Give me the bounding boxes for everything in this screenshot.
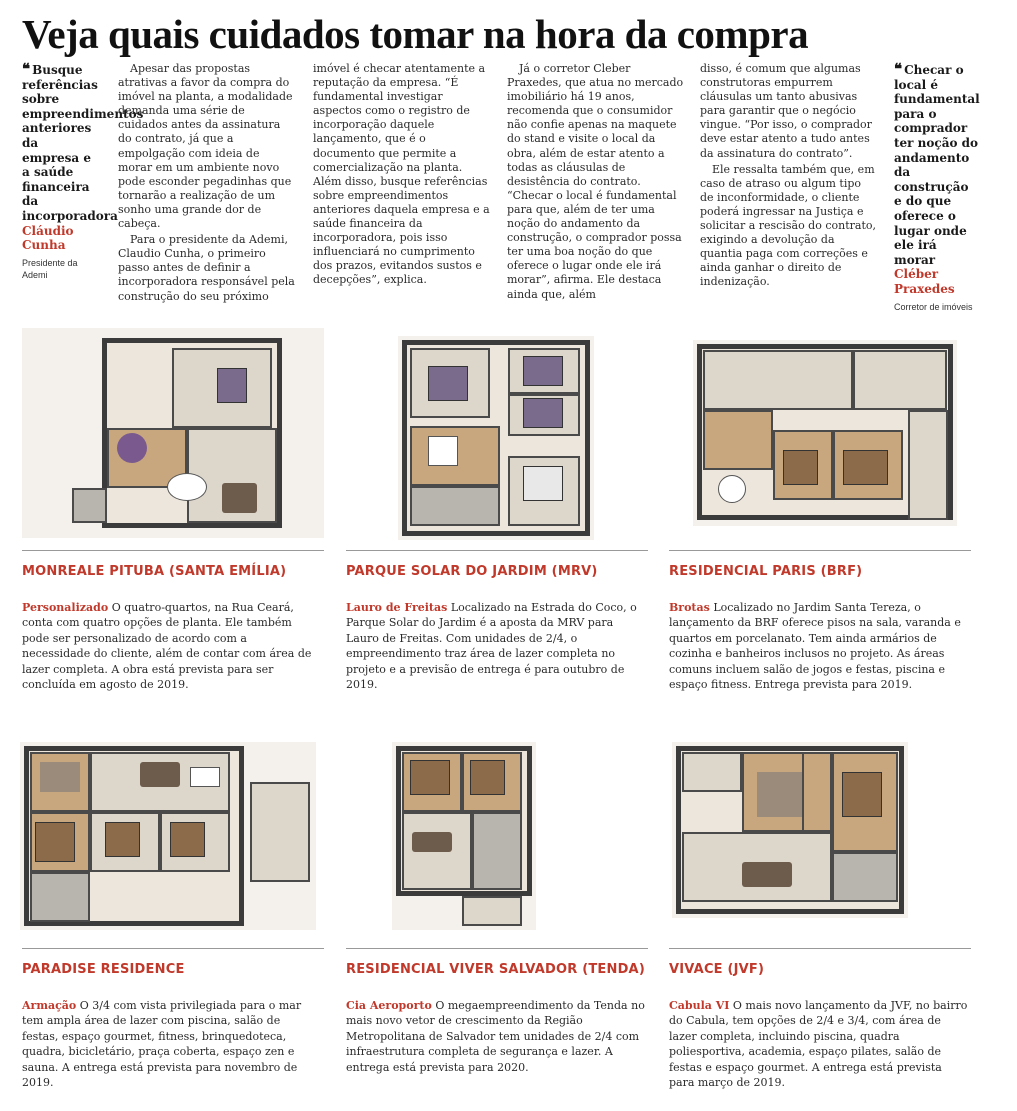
property-text: O megaempreendimento da Tenda no mais novo vetor de crescimento da Região Metropolitana de Salvador tem unidades de 2/4 com infraestrutura completa de segurança e lazer. A entrega está prevista para 2020. (346, 999, 645, 1074)
property-title: PARQUE SOLAR DO JARDIM (MRV) (346, 564, 598, 579)
property-text: Localizado na Estrada do Coco, o Parque Solar do Jardim é a aposta da MRV para Lauro de Freitas. Com unidades de 2/4, o empreendimento traz área de lazer completa no projeto e a previsão de entrega é para outubro de 2019. (346, 601, 637, 692)
quote-text: Busque referências sobre empreendimentos anteriores da empresa e a saúde financeira da incorporadora (22, 63, 144, 223)
body-column-4 (700, 62, 878, 292)
page-headline: Veja quais cuidados tomar na hora da compra (22, 11, 809, 57)
property-text: O quatro-quartos, na Rua Ceará, conta com quatro opções de planta. Ele também pode ser personalizado de acordo com a necessidade do cliente, além de contar com área de lazer completa. A obra está prevista para ser concluída em agosto de 2019. (22, 601, 312, 692)
section-divider (346, 948, 648, 949)
floor-plan-image (693, 340, 957, 526)
property-title: VIVACE (JVF) (669, 962, 765, 977)
pull-quote-right (894, 62, 980, 313)
floor-plan-image (22, 328, 324, 538)
property-text: Localizado no Jardim Santa Tereza, o lançamento da BRF oferece pisos na sala, varanda e quartos em porcelanato. Tem ainda armários de cozinha e banheiros inclusos no projeto. As áreas comuns incluem salão de jogos e festas, piscina e espaço fitness. Entrega prevista para 2019. (669, 601, 961, 692)
property-location: Brotas (669, 601, 710, 614)
property-location: Personalizado (22, 601, 109, 614)
property-description (346, 600, 638, 692)
property-description (669, 600, 969, 692)
body-paragraph: Já o corretor Cleber Praxedes, que atua no mercado imobiliário há 19 anos, recomenda que o consumidor não confie apenas na maquete do stand e visite o local da obra, além de estar atento a todas as cláusulas de desistência do contrato. “Checar o local é fundamental para que, além de ter uma noção do andamento da construção, o comprador possa ter uma boa noção do que oferece o lugar onde ele irá morar”, afirma. Ele destaca ainda que, além (507, 62, 684, 301)
property-description (669, 998, 969, 1090)
property-location: Lauro de Freitas (346, 601, 448, 614)
property-location: Cia Aeroporto (346, 999, 432, 1012)
property-description (22, 600, 314, 692)
quote-mark-icon: ❝ (22, 60, 29, 78)
floor-plan-image (392, 742, 536, 930)
quote-author-role: Presidente da Ademi (22, 257, 78, 280)
section-divider (669, 550, 971, 551)
pull-quote-left (22, 60, 144, 281)
property-description (346, 998, 646, 1075)
property-text: O 3/4 com vista privilegiada para o mar tem ampla área de lazer com piscina, salão de festas, espaço gourmet, fitness, brinquedoteca, quadra, bicicletário, praça coberta, espaço zen e sauna. A entrega está prevista para novembro de 2019. (22, 999, 302, 1090)
body-paragraph: imóvel é checar atentamente a reputação da empresa. “É fundamental investigar aspectos como o registro de incorporação daquele lançamento, que é o documento que permite a comercialização na planta. Além disso, busque referências sobre empreendimentos anteriores daquela empresa e a saúde financeira da incorporadora, pois isso influenciará no cumprimento dos prazos, evitandos sustos e decepções”, explica. (313, 62, 490, 287)
property-title: RESIDENCIAL VIVER SALVADOR (TENDA) (346, 962, 645, 977)
property-description (22, 998, 314, 1090)
property-title: PARADISE RESIDENCE (22, 962, 185, 977)
quote-author: Cléber Praxedes (894, 267, 955, 296)
section-divider (22, 550, 324, 551)
section-divider (669, 948, 971, 949)
section-divider (22, 948, 324, 949)
property-location: Armação (22, 999, 77, 1012)
property-text: O mais novo lançamento da JVF, no bairro do Cabula, tem opções de 2/4 e 3/4, com área de lazer completa, incluindo piscina, quadra poliesportiva, academia, espaço pilates, salão de festas e espaço gourmet. A entrega está prevista para março de 2019. (669, 999, 968, 1090)
quote-mark-icon: ❝ (894, 60, 901, 78)
floor-plan-image (20, 742, 316, 930)
quote-author-role: Corretor de imóveis (894, 301, 973, 312)
body-column-2 (313, 62, 491, 290)
body-paragraph: Para o presidente da Ademi, Claudio Cunha, o primeiro passo antes de definir a incorporadora responsável pela construção do seu próximo (118, 233, 295, 303)
floor-plan-image (398, 336, 594, 540)
body-paragraph: Apesar das propostas atrativas a favor da compra do imóvel na planta, a modalidade demanda uma série de cuidados antes da assinatura do contrato, já que a empolgação com ideia de morar em um ambiente novo pode esconder pegadinhas que tornarão a realização de um sonho uma grande dor de cabeça. (118, 62, 293, 231)
body-column-1 (118, 62, 296, 306)
property-location: Cabula VI (669, 999, 730, 1012)
quote-author: Cláudio Cunha (22, 223, 74, 253)
body-column-3 (507, 62, 685, 304)
body-paragraph: disso, é comum que algumas construtoras empurrem cláusulas um tanto abusivas para garantir que o negócio vingue. “Por isso, o comprador deve estar atento a tudo antes da assinatura do contrato”. (700, 62, 872, 160)
floor-plan-image (672, 742, 908, 918)
body-paragraph: Ele ressalta também que, em caso de atraso ou algum tipo de inconformidade, o cliente poderá ingressar na Justiça e solicitar a rescisão do contrato, exigindo a devolução da quantia paga com correções e ainda ganhar o direito de indenização. (700, 162, 876, 289)
quote-text: Checar o local é fundamental para o comprador ter noção do andamento da construção e do que oferece o lugar onde ele irá morar (894, 63, 980, 267)
section-divider (346, 550, 648, 551)
property-title: MONREALE PITUBA (SANTA EMÍLIA) (22, 564, 287, 579)
property-title: RESIDENCIAL PARIS (BRF) (669, 564, 863, 579)
